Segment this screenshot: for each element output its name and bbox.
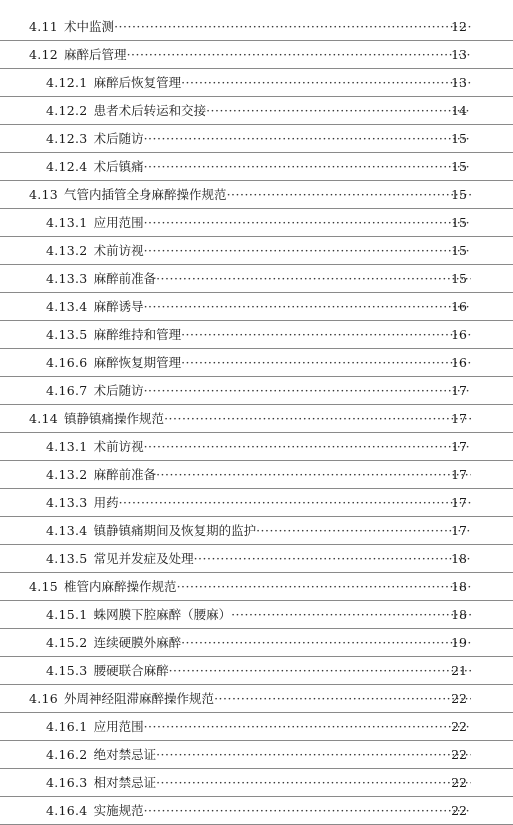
toc-page-number: 13 [451, 47, 467, 62]
toc-entry[interactable] [0, 153, 513, 181]
toc-number: 4.16.3 [46, 775, 88, 790]
toc-page-number: 22 [451, 691, 467, 706]
toc-number: 4.13 [29, 187, 59, 202]
toc-title: 绝对禁忌证 [93, 747, 157, 762]
dot-leader [206, 97, 471, 124]
toc-entry[interactable] [0, 489, 513, 517]
toc-page-number: 22 [451, 775, 467, 790]
toc-page-number: 17 [451, 523, 467, 538]
toc-page-number: 16 [451, 299, 467, 314]
toc-page-number: 13 [451, 75, 467, 90]
toc-number: 4.11 [29, 19, 59, 34]
toc-number: 4.13.2 [46, 467, 88, 482]
toc-page-number: 17 [451, 495, 467, 510]
dot-leader [194, 545, 471, 572]
toc-number: 4.13.4 [46, 299, 88, 314]
toc-title: 麻醉前准备 [93, 467, 157, 482]
toc-number: 4.13.2 [46, 243, 88, 258]
toc-title: 椎管内麻醉操作规范 [64, 579, 177, 594]
toc-number: 4.13.1 [46, 439, 88, 454]
toc-number: 4.15.2 [46, 635, 88, 650]
toc-title: 相对禁忌证 [93, 775, 157, 790]
dot-leader [144, 237, 471, 264]
dot-leader [156, 461, 471, 488]
toc-title: 麻醉维持和管理 [93, 327, 182, 342]
toc-number: 4.16.6 [46, 355, 88, 370]
toc-page-number: 15 [451, 243, 467, 258]
toc-number: 4.16.7 [46, 383, 88, 398]
toc-entry[interactable] [0, 573, 513, 601]
toc-entry[interactable] [0, 209, 513, 237]
toc-entry[interactable] [0, 41, 513, 69]
toc-entry[interactable] [0, 657, 513, 685]
toc-page-number: 17 [451, 383, 467, 398]
toc-title: 术后随访 [93, 131, 144, 146]
dot-leader [256, 517, 471, 544]
toc-entry[interactable] [0, 797, 513, 825]
toc-page-number: 22 [451, 803, 467, 818]
dot-leader [156, 265, 471, 292]
toc-page-number: 12 [451, 19, 467, 34]
toc-number: 4.16.4 [46, 803, 88, 818]
dot-leader [156, 769, 471, 796]
dot-leader [214, 685, 471, 712]
dot-leader [144, 713, 471, 740]
toc-entry[interactable] [0, 685, 513, 713]
toc-number: 4.12.1 [46, 75, 88, 90]
toc-entry[interactable] [0, 769, 513, 797]
toc-page-number: 15 [451, 131, 467, 146]
dot-leader [144, 125, 471, 152]
toc-title: 术前访视 [93, 243, 144, 258]
dot-leader [119, 489, 471, 516]
toc-entry[interactable] [0, 265, 513, 293]
toc-entry[interactable] [0, 629, 513, 657]
toc-entry[interactable] [0, 13, 513, 41]
toc-title: 常见并发症及处理 [93, 551, 194, 566]
toc-title: 麻醉后管理 [64, 47, 127, 62]
dot-leader [181, 629, 471, 656]
dot-leader [227, 181, 471, 208]
toc-entry[interactable] [0, 321, 513, 349]
toc-number: 4.13.3 [46, 495, 88, 510]
toc-page-number: 14 [451, 103, 467, 118]
toc-title: 术后镇痛 [93, 159, 144, 174]
dot-leader [144, 153, 471, 180]
toc-title: 麻醉诱导 [93, 299, 144, 314]
toc-number: 4.12.2 [46, 103, 88, 118]
toc-page-number: 21 [451, 663, 467, 678]
toc-entry[interactable] [0, 69, 513, 97]
dot-leader [231, 601, 471, 628]
toc-entry[interactable] [0, 349, 513, 377]
toc-page-number: 15 [451, 215, 467, 230]
toc-title: 患者术后转运和交接 [93, 103, 207, 118]
toc-title: 外周神经阻滞麻醉操作规范 [64, 691, 215, 706]
toc-number: 4.16.1 [46, 719, 88, 734]
dot-leader [164, 405, 471, 432]
toc-entry[interactable] [0, 741, 513, 769]
toc-page-number: 18 [451, 551, 467, 566]
toc-title: 镇静镇痛期间及恢复期的监护 [93, 523, 257, 538]
toc-number: 4.12.4 [46, 159, 88, 174]
toc-number: 4.16 [29, 691, 59, 706]
toc-page-number: 15 [451, 159, 467, 174]
toc-page-number: 17 [451, 411, 467, 426]
toc-title: 用药 [93, 495, 119, 510]
toc-title: 气管内插管全身麻醉操作规范 [64, 187, 227, 202]
toc-title: 麻醉后恢复管理 [93, 75, 182, 90]
toc-entry[interactable] [0, 293, 513, 321]
toc-entry[interactable] [0, 517, 513, 545]
toc-number: 4.13.3 [46, 271, 88, 286]
toc-page-number: 22 [451, 747, 467, 762]
toc-page-number: 22 [451, 719, 467, 734]
toc-entry[interactable] [0, 237, 513, 265]
dot-leader [144, 209, 471, 236]
toc-entry[interactable] [0, 97, 513, 125]
toc-title: 术前访视 [93, 439, 144, 454]
toc-number: 4.12.3 [46, 131, 88, 146]
table-of-contents [0, 13, 513, 825]
toc-number: 4.15 [29, 579, 59, 594]
toc-entry[interactable] [0, 545, 513, 573]
toc-number: 4.15.1 [46, 607, 88, 622]
dot-leader [181, 69, 471, 96]
dot-leader [181, 349, 471, 376]
toc-entry[interactable] [0, 125, 513, 153]
dot-leader [156, 741, 471, 768]
toc-page-number: 18 [451, 579, 467, 594]
toc-title: 镇静镇痛操作规范 [64, 411, 165, 426]
dot-leader [127, 41, 471, 68]
toc-number: 4.12 [29, 47, 59, 62]
toc-page-number: 17 [451, 467, 467, 482]
toc-number: 4.14 [29, 411, 59, 426]
toc-page-number: 18 [451, 607, 467, 622]
toc-page-number: 19 [451, 635, 467, 650]
toc-entry[interactable] [0, 601, 513, 629]
toc-title: 应用范围 [93, 719, 144, 734]
toc-number: 4.16.2 [46, 747, 88, 762]
toc-title: 应用范围 [93, 215, 144, 230]
toc-entry[interactable] [0, 405, 513, 433]
dot-leader [177, 573, 471, 600]
toc-number: 4.13.5 [46, 327, 88, 342]
toc-page-number: 17 [451, 439, 467, 454]
toc-number: 4.13.5 [46, 551, 88, 566]
toc-entry[interactable] [0, 433, 513, 461]
toc-page-number: 15 [451, 187, 467, 202]
toc-title: 腰硬联合麻醉 [93, 663, 169, 678]
toc-entry[interactable] [0, 181, 513, 209]
toc-entry[interactable] [0, 461, 513, 489]
toc-number: 4.15.3 [46, 663, 88, 678]
dot-leader [169, 657, 471, 684]
dot-leader [144, 433, 471, 460]
toc-title: 蛛网膜下腔麻醉（腰麻） [93, 607, 232, 622]
toc-title: 麻醉前准备 [93, 271, 157, 286]
toc-title: 实施规范 [93, 803, 144, 818]
dot-leader [181, 321, 471, 348]
toc-page-number: 15 [451, 271, 467, 286]
dot-leader [144, 293, 471, 320]
toc-page-number: 16 [451, 355, 467, 370]
toc-title: 术中监测 [64, 19, 115, 34]
dot-leader [114, 13, 471, 40]
dot-leader [144, 377, 471, 404]
toc-number: 4.13.4 [46, 523, 88, 538]
toc-entry[interactable] [0, 713, 513, 741]
toc-title: 连续硬膜外麻醉 [93, 635, 182, 650]
toc-title: 麻醉恢复期管理 [93, 355, 182, 370]
toc-entry[interactable] [0, 377, 513, 405]
toc-page-number: 16 [451, 327, 467, 342]
toc-number: 4.13.1 [46, 215, 88, 230]
toc-title: 术后随访 [93, 383, 144, 398]
